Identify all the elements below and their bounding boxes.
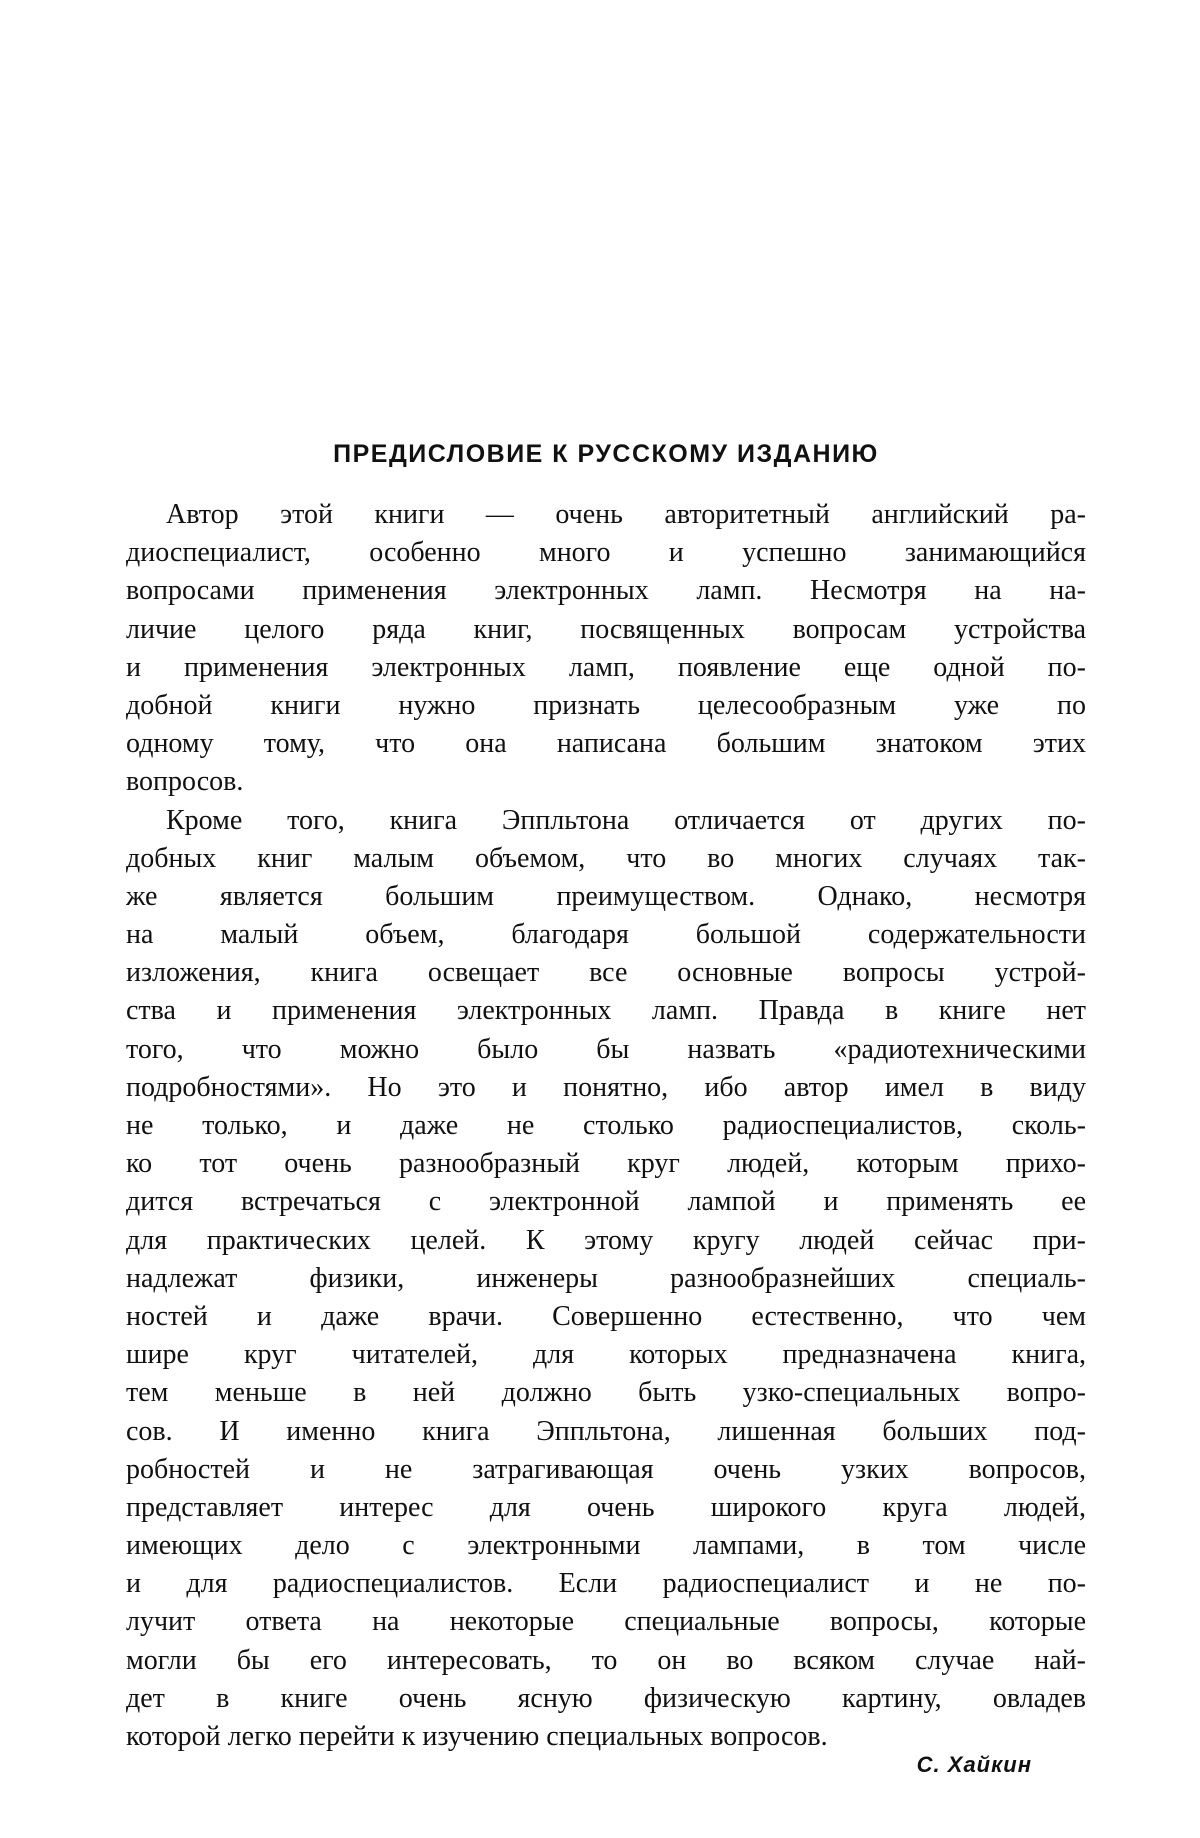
text-line: диоспециалист, особенно много и успешно занимающийся <box>126 537 1086 569</box>
text-line: изложения, книга освещает все основные вопросы устрой- <box>126 957 1086 989</box>
text-line: ства и применения электронных ламп. Правда в книге нет <box>126 995 1086 1027</box>
text-line: представляет интерес для очень широкого круга людей, <box>126 1491 1086 1523</box>
text-line: вопросов. <box>126 766 244 798</box>
text-line: одному тому, что она написана большим знатоком этих <box>126 728 1086 760</box>
text-line: которой легко перейти к изучению специальных вопросов. <box>126 1721 828 1752</box>
text-line: лучит ответа на некоторые специальные вопросы, которые <box>126 1606 1086 1638</box>
body-text <box>126 496 1086 1756</box>
text-line: вопросами применения электронных ламп. Несмотря на на- <box>126 575 1086 607</box>
text-line: дет в книге очень ясную физическую картину, овладев <box>126 1682 1086 1714</box>
paragraph <box>126 802 1086 1757</box>
text-line: ностей и даже врачи. Совершенно естественно, что чем <box>126 1300 1086 1332</box>
text-line: ко тот очень разнообразный круг людей, которым прихо- <box>126 1148 1086 1180</box>
page-title: ПРЕДИСЛОВИЕ К РУССКОМУ ИЗДАНИЮ <box>333 440 879 468</box>
text-line: имеющих дело с электронными лампами, в том числе <box>126 1530 1086 1562</box>
text-line: робностей и не затрагивающая очень узких вопросов, <box>126 1453 1086 1485</box>
text-line: надлежат физики, инженеры разнообразнейших специаль- <box>126 1262 1086 1294</box>
text-line: и для радиоспециалистов. Если радиоспециалист и не по- <box>126 1568 1086 1600</box>
text-line: на малый объем, благодаря большой содержательности <box>126 919 1086 951</box>
text-line: же является большим преимуществом. Однако, несмотря <box>126 880 1086 912</box>
text-line: Кроме того, книга Эппльтона отличается от других по- <box>166 804 1086 836</box>
text-line: не только, и даже не столько радиоспециалистов, сколь- <box>126 1110 1086 1141</box>
text-line: Автор этой книги — очень авторитетный английский ра- <box>166 499 1086 530</box>
text-line: личие целого ряда книг, посвященных вопросам устройства <box>126 613 1086 645</box>
text-line: добной книги нужно признать целесообразным уже по <box>126 689 1086 721</box>
author-signature: С. Хайкин <box>916 1752 1032 1777</box>
paragraph <box>126 496 1086 802</box>
text-line: подробностями». Но это и понятно, ибо автор имел в виду <box>126 1071 1086 1103</box>
text-line: шире круг читателей, для которых предназначена книга, <box>126 1339 1086 1371</box>
text-line: тем меньше в ней должно быть узко-специальных вопро- <box>126 1377 1086 1409</box>
text-line: могли бы его интересовать, то он во всяком случае най- <box>126 1644 1086 1676</box>
text-line: дится встречаться с электронной лампой и применять ее <box>126 1186 1086 1218</box>
text-line: сов. И именно книга Эппльтона, лишенная больших под- <box>126 1415 1086 1447</box>
text-line: для практических целей. К этому кругу людей сейчас при- <box>126 1224 1086 1256</box>
text-line: того, что можно было бы назвать «радиотехническими <box>126 1033 1086 1065</box>
text-line: добных книг малым объемом, что во многих случаях так- <box>126 842 1086 874</box>
text-line: и применения электронных ламп, появление еще одной по- <box>126 651 1086 683</box>
